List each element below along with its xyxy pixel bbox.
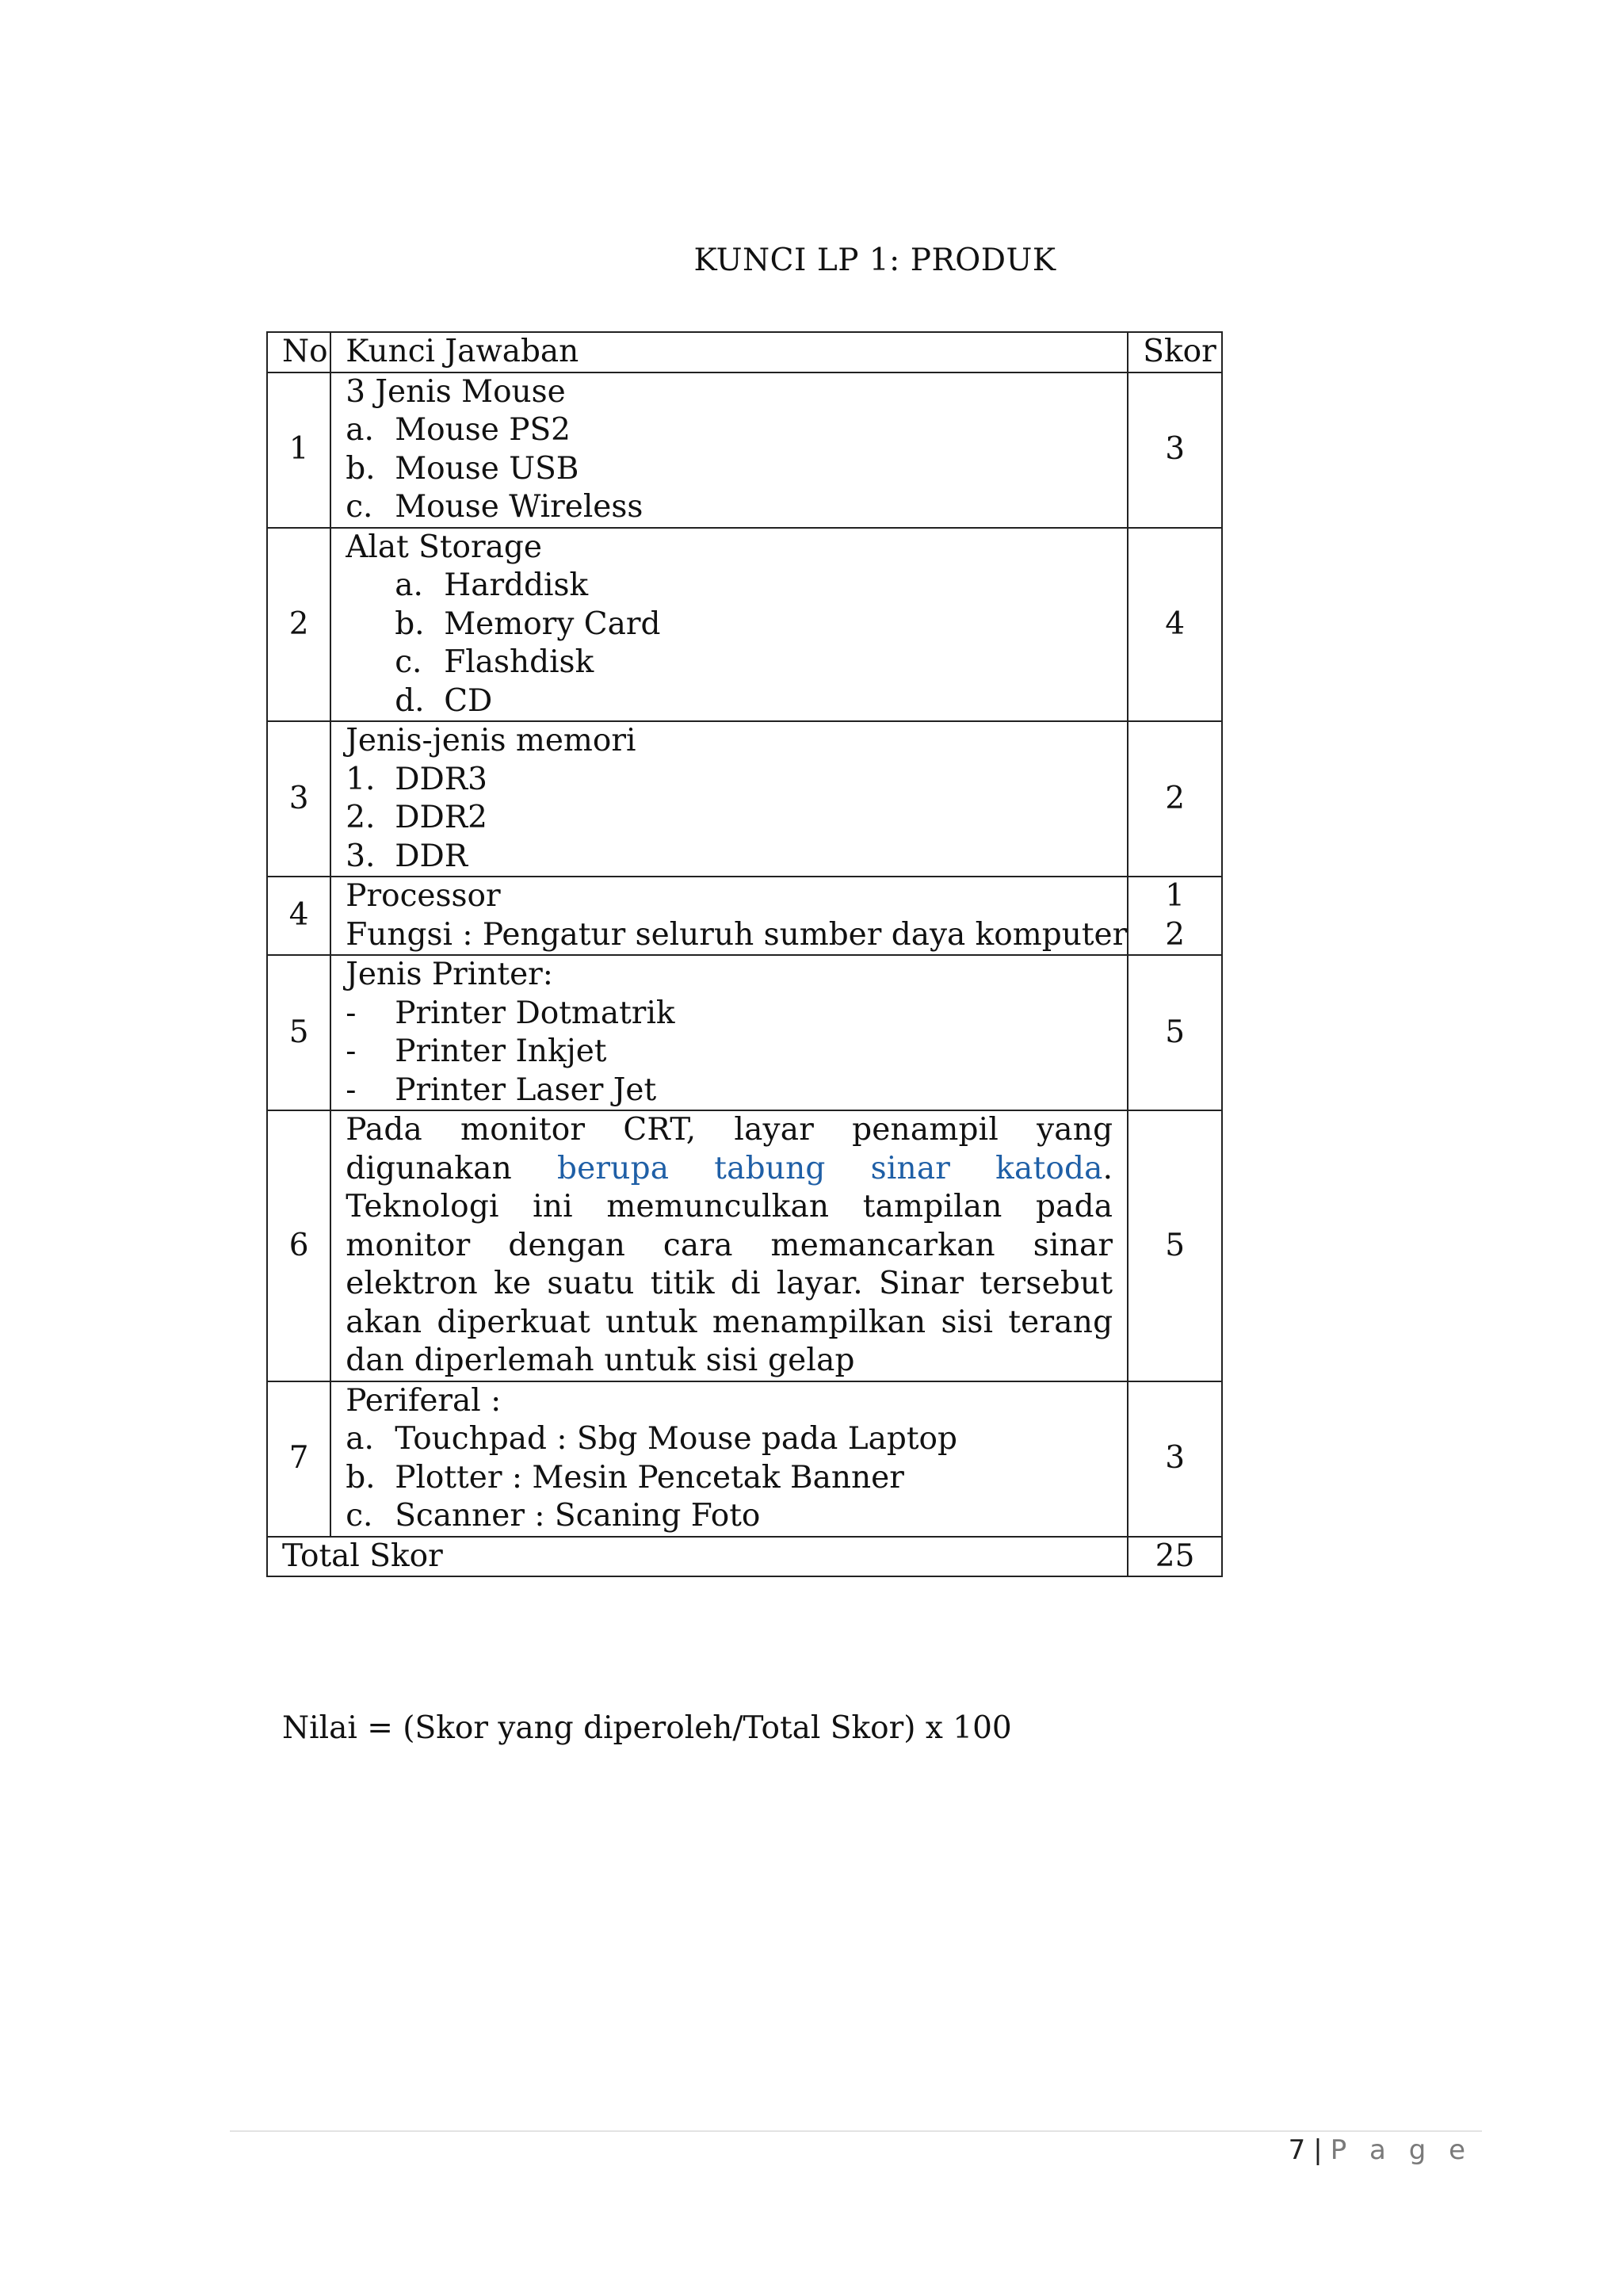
answer-heading: 3 Jenis Mouse [346, 373, 566, 410]
total-value: 25 [1128, 1537, 1222, 1577]
answer-line: Fungsi : Pengatur seluruh sumber daya komputer [346, 916, 1128, 953]
list-item: d. CD [395, 682, 493, 719]
list-item: - Printer Laser Jet [346, 1072, 657, 1108]
list-item: - Printer Inkjet [346, 1033, 607, 1069]
score-cell: 2 [1128, 721, 1222, 877]
total-label: Total Skor [267, 1537, 1128, 1577]
table-header-row [267, 332, 1222, 372]
footer-divider [230, 2130, 1482, 2132]
list-item: a. Touchpad : Sbg Mouse pada Laptop [346, 1421, 957, 1457]
header-answer: Kunci Jawaban [330, 332, 1128, 372]
page-label: P a g e [1330, 2134, 1472, 2166]
answer-cell [330, 528, 1128, 722]
score-value: 2 [1165, 916, 1186, 953]
answer-cell [330, 1381, 1128, 1537]
score-cell [1128, 877, 1222, 955]
list-item: 3. DDR [346, 838, 468, 874]
page-number: 7 [1288, 2134, 1306, 2166]
list-item: c. Mouse Wireless [346, 489, 643, 525]
list-item: a. Mouse PS2 [346, 412, 571, 448]
score-value: 1 [1165, 878, 1186, 914]
list-item: c. Scanner : Scaning Foto [346, 1498, 761, 1534]
row-number: 3 [267, 721, 330, 877]
score-cell: 5 [1128, 955, 1222, 1110]
row-number: 5 [267, 955, 330, 1110]
answer-cell [330, 372, 1128, 528]
list-item: 2. DDR2 [346, 800, 487, 835]
row-number: 2 [267, 528, 330, 722]
score-cell: 4 [1128, 528, 1222, 722]
list-item: b. Plotter : Mesin Pencetak Banner [346, 1459, 904, 1496]
answer-cell [330, 721, 1128, 877]
answer-heading: Jenis-jenis memori [346, 723, 636, 758]
table-row [267, 721, 1222, 877]
page-footer [1289, 2134, 1472, 2166]
row-number: 1 [267, 372, 330, 528]
table-row [267, 1110, 1222, 1381]
list-item: b. Memory Card [395, 606, 661, 642]
answer-cell [330, 955, 1128, 1110]
header-no: No [267, 332, 330, 372]
list-item: 1. DDR3 [346, 761, 487, 797]
answer-key-table [266, 331, 1223, 1577]
table-row [267, 528, 1222, 722]
table-row [267, 955, 1222, 1110]
answer-heading: Jenis Printer: [346, 957, 553, 992]
answer-heading: Periferal : [346, 1382, 502, 1419]
answer-cell [330, 877, 1128, 955]
list-item: a. Harddisk [395, 567, 589, 603]
answer-line: Processor [346, 878, 501, 914]
table-row [267, 877, 1222, 955]
table-row [267, 372, 1222, 528]
answer-cell [330, 1110, 1128, 1381]
list-item: c. Flashdisk [395, 644, 594, 680]
page-title: KUNCI LP 1: PRODUK [693, 243, 1056, 278]
score-cell: 5 [1128, 1110, 1222, 1381]
score-formula: Nilai = (Skor yang diperoleh/Total Skor) x 100 [282, 1710, 1012, 1746]
row-number: 4 [267, 877, 330, 955]
total-row [267, 1537, 1222, 1577]
score-cell: 3 [1128, 1381, 1222, 1537]
highlighted-text: berupa tabung sinar katoda [556, 1150, 1103, 1186]
list-item: - Printer Dotmatrik [346, 995, 675, 1031]
list-item: b. Mouse USB [346, 450, 579, 487]
answer-paragraph: Pada monitor CRT, layar penampil yang digunakan berupa tabung sinar katoda. Teknologi ini memunculkan tampilan pada monitor dengan cara memancarkan sinar elektron ke suatu titik di layar. Sinar tersebut akan diperkuat untuk menampilkan sisi terang dan diperlemah untuk sisi gelap [346, 1112, 1113, 1378]
footer-separator: | [1313, 2134, 1323, 2166]
score-cell: 3 [1128, 372, 1222, 528]
header-score: Skor [1128, 332, 1222, 372]
row-number: 7 [267, 1381, 330, 1537]
table-row [267, 1381, 1222, 1537]
row-number: 6 [267, 1110, 330, 1381]
answer-heading: Alat Storage [346, 529, 542, 565]
